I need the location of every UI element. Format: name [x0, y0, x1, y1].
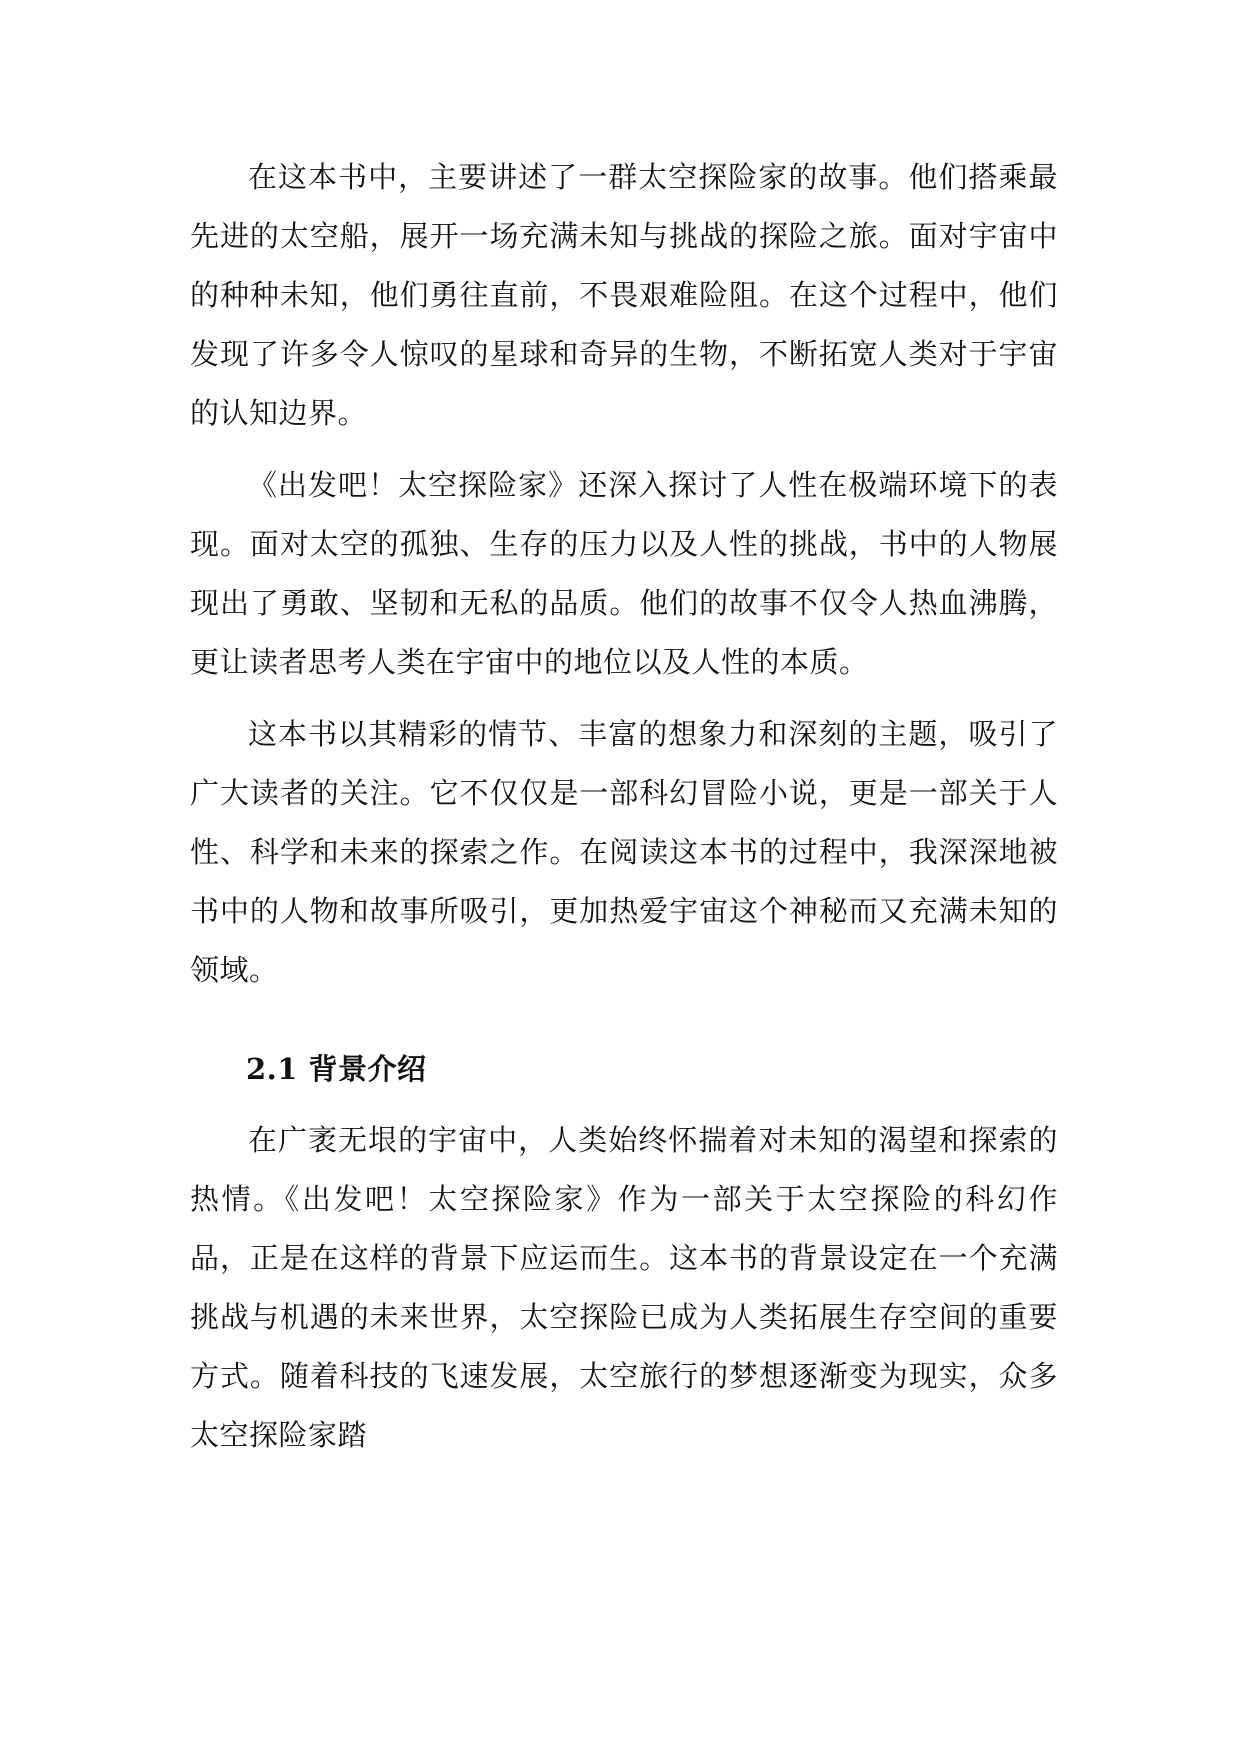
document-page: [190, 148, 1058, 1478]
paragraph-background: 在广袤无垠的宇宙中，人类始终怀揣着对未知的渴望和探索的热情。《出发吧！太空探险家》作为一部关于太空探险的科幻作品，正是在这样的背景下应运而生。这本书的背景设定在一个充满挑战与机遇的未来世界，太空探险已成为人类拓展生存空间的重要方式。随着科技的飞速发展，太空旅行的梦想逐渐变为现实，众多太空探险家踏: [190, 1123, 1058, 1452]
paragraph-human-nature: 《出发吧！太空探险家》还深入探讨了人性在极端环境下的表现。面对太空的孤独、生存的压力以及人性的挑战，书中的人物展现出了勇敢、坚韧和无私的品质。他们的故事不仅令人热血沸腾，更让读者思考人类在宇宙中的地位以及人性的本质。: [190, 468, 1058, 679]
paragraph-story-summary: 在这本书中，主要讲述了一群太空探险家的故事。他们搭乘最先进的太空船，展开一场充满未知与挑战的探险之旅。面对宇宙中的种种未知，他们勇往直前，不畏艰难险阻。在这个过程中，他们发现了许多令人惊叹的星球和奇异的生物，不断拓宽人类对于宇宙的认知边界。: [190, 160, 1058, 430]
paragraph-reader-appeal: 这本书以其精彩的情节、丰富的想象力和深刻的主题，吸引了广大读者的关注。它不仅仅是一部科幻冒险小说，更是一部关于人性、科学和未来的探索之作。在阅读这本书的过程中，我深深地被书中的人物和故事所吸引，更加热爱宇宙这个神秘而又充满未知的领域。: [190, 717, 1058, 987]
section-heading: 2.1 背景介绍: [246, 1052, 427, 1086]
